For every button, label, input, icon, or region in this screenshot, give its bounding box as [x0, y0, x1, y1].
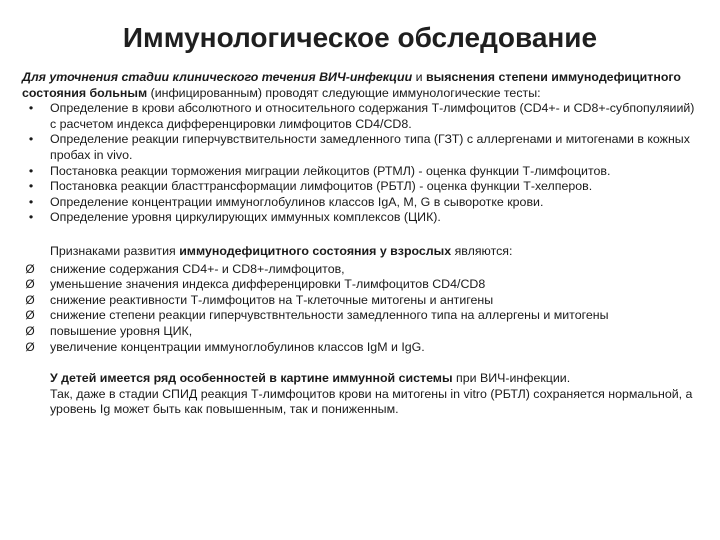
signs-heading-pre: Признаками развития [50, 243, 180, 258]
bullet-icon: • [28, 179, 34, 194]
test-item-text: Постановка реакции торможения миграции лейкоцитов (РТМЛ) - оценка функции Т-лимфоцитов. [50, 163, 611, 178]
signs-heading [22, 244, 702, 260]
test-item [22, 101, 702, 132]
test-item [22, 179, 702, 195]
intro-bold-italic: Для уточнения стадии клинического течения ВИЧ-инфекции [22, 70, 413, 84]
document-body [22, 70, 702, 418]
bullet-icon: • [28, 132, 34, 147]
sign-item-text: снижение реактивности Т-лимфоцитов на Т-клеточные митогены и антигены [50, 292, 494, 307]
sign-item [22, 293, 702, 309]
arrow-bullet-icon: Ø [25, 292, 35, 307]
intro-paragraph [22, 70, 702, 101]
bullet-icon: • [28, 163, 34, 178]
sign-item-text: уменьшение значения индекса дифференцировки Т-лимфоцитов CD4/CD8 [50, 277, 486, 292]
sign-item [22, 262, 702, 278]
arrow-bullet-icon: Ø [25, 308, 35, 323]
test-item-text: Постановка реакции бласттрансформации лимфоцитов (РБТЛ) - оценка функции Т-хелперов. [50, 179, 593, 194]
test-item [22, 210, 702, 226]
arrow-bullet-icon: Ø [25, 339, 35, 354]
signs-heading-bold: иммунодефицитного состояния у взрослых [179, 243, 452, 258]
sign-item [22, 340, 702, 356]
test-item [22, 132, 702, 163]
test-item-text: Определение в крови абсолютного и относительного содержания Т-лимфоцитов (CD4+- и CD8+-субпопуляиий) с расчетом индекса дифференцировки лимфоцитов CD4/CD8. [50, 101, 695, 131]
sign-item [22, 324, 702, 340]
sign-item-text: повышение уровня ЦИК, [50, 323, 193, 338]
children-line2: Так, даже в стадии СПИД реакция Т-лимфоцитов крови на митогены in vitro (РБТЛ) сохраняется нормальной, а уровень Ig может быть как повышенным, так и пониженным. [50, 386, 693, 417]
children-bold: У детей имеется ряд особенностей в картине иммунной системы [50, 371, 453, 386]
test-item [22, 164, 702, 180]
children-paragraph [22, 371, 702, 418]
intro-bold: выяснения степени иммунодефицитного состояния больным [22, 70, 681, 100]
sign-item [22, 308, 702, 324]
signs-list [22, 262, 702, 356]
arrow-bullet-icon: Ø [25, 323, 35, 338]
test-item-text: Определение концентрации иммуноглобулинов классов IgA, M, G в сыворотке крови. [50, 194, 544, 209]
arrow-bullet-icon: Ø [25, 261, 35, 276]
children-post: при ВИЧ-инфекции. [452, 371, 571, 386]
sign-item-text: увеличение концентрации иммуноглобулинов классов IgM и IgG. [50, 339, 425, 354]
test-item-text: Определение реакции гиперчувствительности замедленного типа (ГЗТ) с аллергенами и митогенами в кожных пробах in vivo. [50, 132, 690, 162]
intro-and: и [412, 70, 427, 84]
sign-item [22, 277, 702, 293]
page-title: Иммунологическое обследование [122, 22, 598, 53]
signs-heading-post: являются: [451, 243, 513, 258]
bullet-icon: • [28, 194, 34, 209]
bullet-icon: • [28, 210, 34, 225]
sign-item-text: снижение степени реакции гиперчувствнтельности замедленного типа на аллергены и митогены [50, 308, 609, 323]
intro-rest: (инфицированным) проводят следующие иммунологические тесты: [147, 85, 541, 100]
arrow-bullet-icon: Ø [25, 277, 35, 292]
test-item-text: Определение уровня циркулирующих иммунных комплексов (ЦИК). [50, 210, 441, 225]
tests-list [22, 101, 702, 226]
bullet-icon: • [28, 101, 34, 116]
sign-item-text: снижение содержания CD4+- и CD8+-лимфоцитов, [50, 261, 345, 276]
test-item [22, 195, 702, 211]
